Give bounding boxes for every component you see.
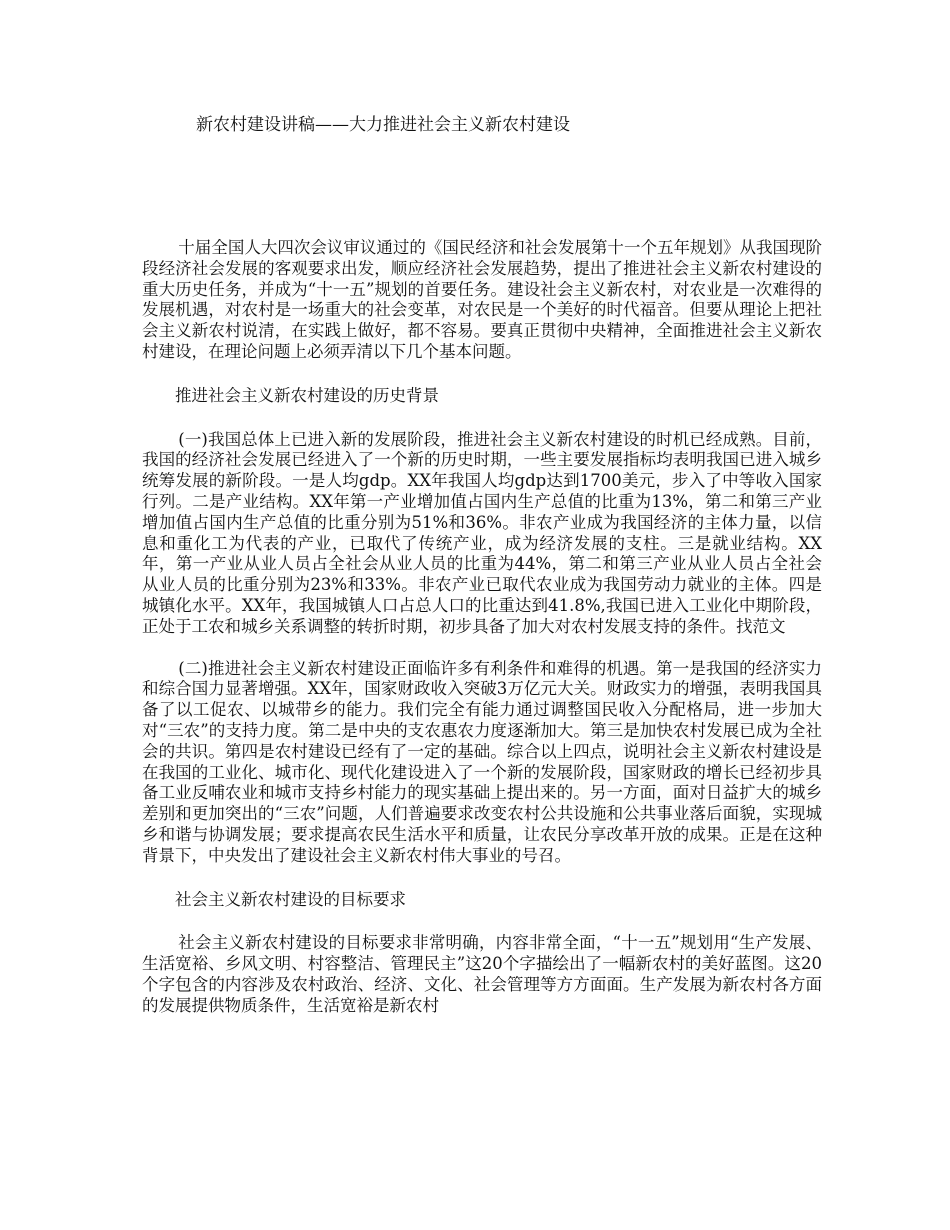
paragraph-goals: 社会主义新农村建设的目标要求非常明确，内容非常全面，“十一五”规划用“生产发展、生活宽裕、乡风文明、村容整洁、管理民主”这20个字描绘出了一幅新农村的美好蓝图。这20个字包含的内容涉及农村政治、经济、文化、社会管理等方方面面。生产发展为新农村各方面的发展提供物质条件，生活宽裕是新农村 — [142, 933, 822, 1015]
paragraph-opportunity: (二)推进社会主义新农村建设正面临许多有利条件和难得的机遇。第一是我国的经济实力和综合国力显著增强。XX年，国家财政收入突破3万亿元大关。财政实力的增强，表明我国具备了以工促农、以城带乡的能力。我们完全有能力通过调整国民收入分配格局，进一步加大对“三农”的支持力度。第二是中央的支农惠农力度逐渐加大。第三是加快农村发展已成为全社会的共识。第四是农村建设已经有了一定的基础。综合以上四点，说明社会主义新农村建设是在我国的工业化、城市化、现代化建设进入了一个新的发展阶段，国家财政的增长已经初步具备工业反哺农业和城市支持乡村能力的现实基础上提出来的。另一方面，面对日益扩大的城乡差别和更加突出的“三农”问题，人们普遍要求改变农村公共设施和公共事业落后面貌，实现城乡和谐与协调发展；要求提高农民生活水平和质量，让农民分享改革开放的成果。正是在这种背景下，中央发出了建设社会主义新农村伟大事业的号召。 — [142, 658, 822, 865]
document-body — [142, 238, 822, 1017]
paragraph-stage: (一)我国总体上已进入新的发展阶段，推进社会主义新农村建设的时机已经成熟。目前，我国的经济社会发展已经进入了一个新的历史时期，一些主要发展指标均表明我国已进入城乡统筹发展的新阶段。一是人均gdp。XX年我国人均gdp达到1700美元，步入了中等收入国家行列。二是产业结构。XX年第一产业增加值占国内生产总值的比重为13%，第二和第三产业增加值占国内生产总值的比重分别为51%和36%。非农产业成为我国经济的主体力量，以信息和重化工为代表的产业，已取代了传统产业，成为经济发展的支柱。三是就业结构。XX年，第一产业从业人员占全社会从业人员的比重为44%，第二和第三产业从业人员占全社会从业人员的比重分别为23%和33%。非农产业已取代农业成为我国劳动力就业的主体。四是城镇化水平。XX年，我国城镇人口占总人口的比重达到41.8%,我国已进入工业化中期阶段，正处于工农和城乡关系调整的转折时期，初步具备了加大对农村发展支持的条件。找范文 — [142, 429, 822, 636]
section-heading-goals: 社会主义新农村建设的目标要求 — [175, 889, 406, 909]
section-heading-background: 推进社会主义新农村建设的历史背景 — [175, 385, 439, 405]
document-title: 新农村建设讲稿——大力推进社会主义新农村建设 — [196, 115, 570, 135]
paragraph-intro: 十届全国人大四次会议审议通过的《国民经济和社会发展第十一个五年规划》从我国现阶段经济社会发展的客观要求出发，顺应经济社会发展趋势，提出了推进社会主义新农村建设的重大历史任务，并成为“十一五”规划的首要任务。建设社会主义新农村，对农业是一次难得的发展机遇，对农村是一场重大的社会变革，对农民是一个美好的时代福音。但要从理论上把社会主义新农村说清，在实践上做好，都不容易。要真正贯彻中央精神，全面推进社会主义新农村建设，在理论问题上必须弄清以下几个基本问题。 — [142, 238, 822, 361]
